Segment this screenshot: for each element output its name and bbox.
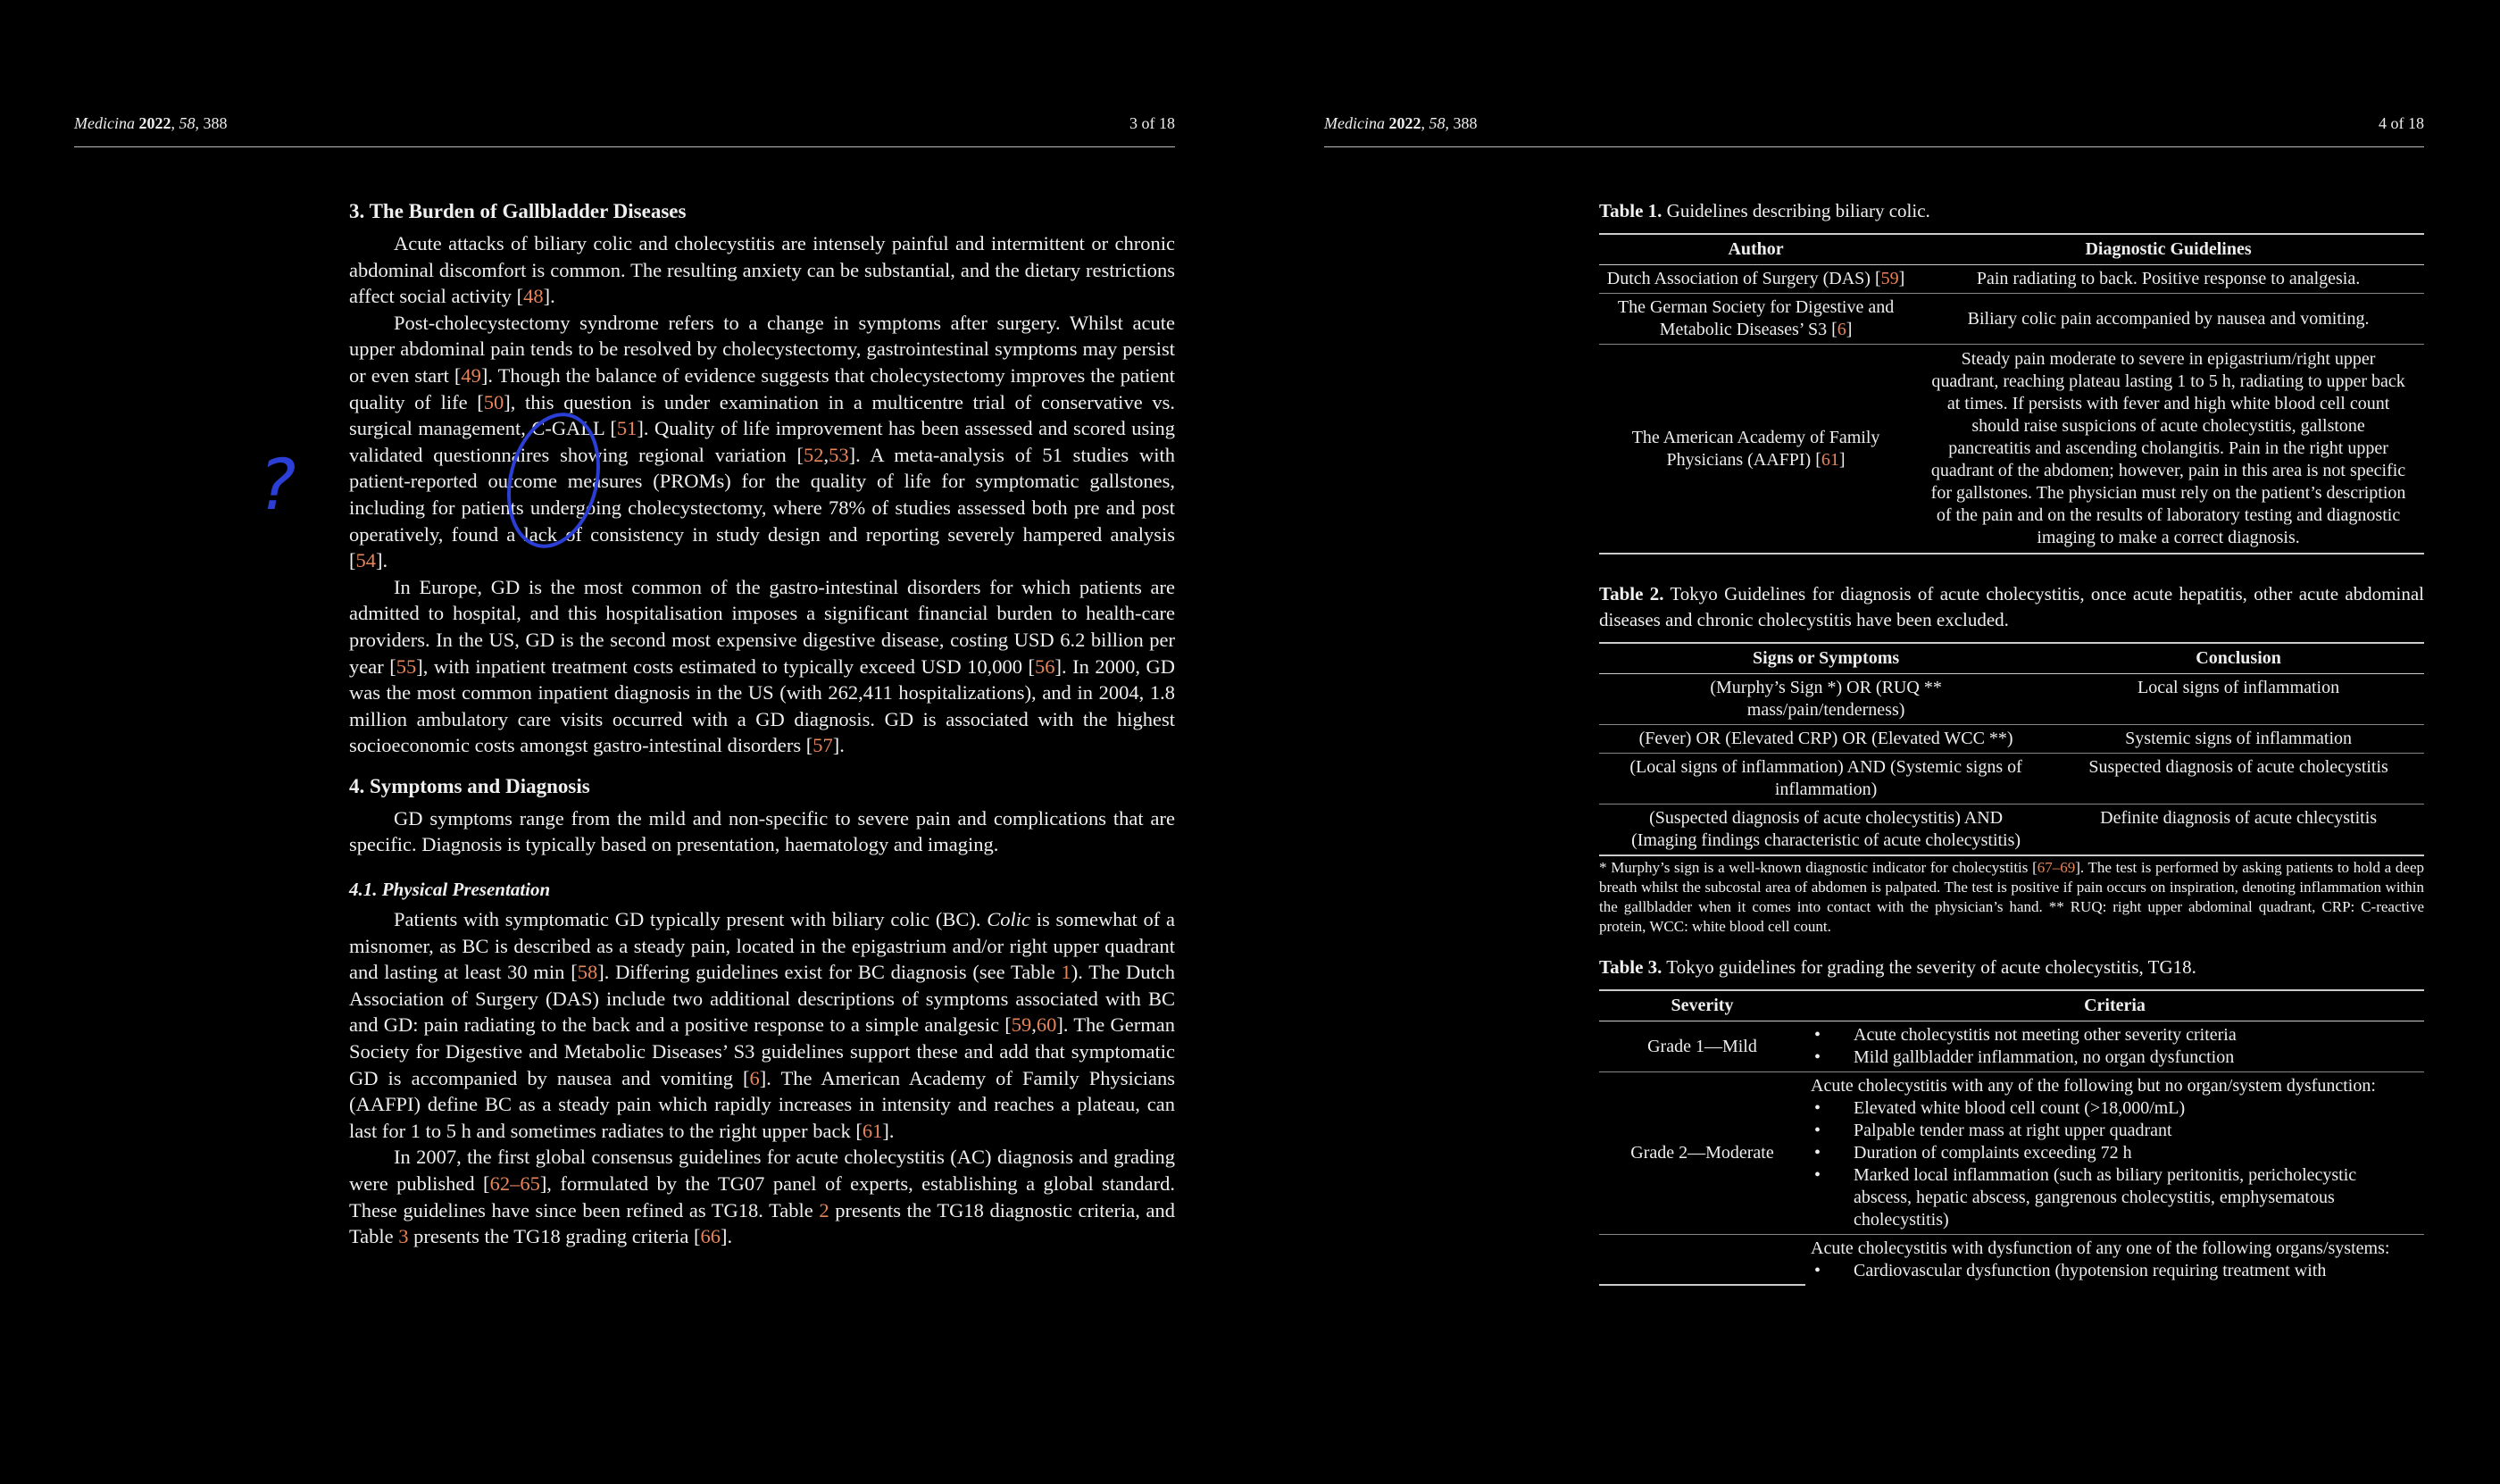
citation-link[interactable]: 6: [1837, 320, 1846, 339]
criteria-list: [1811, 1024, 2419, 1069]
criteria-intro: Acute cholecystitis with any of the following but no organ/system dysfunction:: [1811, 1076, 2376, 1096]
table1-author-cell: Dutch Association of Surgery (DAS) [59]: [1599, 265, 1912, 294]
table1-guideline-cell: Biliary colic pain accompanied by nausea and vomiting.: [1912, 294, 2424, 345]
table2-caption: [1599, 581, 2424, 633]
table-row: [1599, 1072, 2424, 1235]
citation-link[interactable]: 55: [396, 654, 417, 678]
table3-severity-cell: Grade 2—Moderate: [1599, 1072, 1805, 1235]
criteria-item: • Cardiovascular dysfunction (hypotension requiring treatment with: [1854, 1260, 2419, 1282]
table2-conclusion-cell: Systemic signs of inflammation: [2053, 725, 2424, 754]
body-text: [349, 198, 1175, 1250]
article-number: 388: [203, 114, 228, 132]
table3: [1599, 989, 2424, 1286]
table2-footnote: * Murphy’s sign is a well-known diagnostic indicator for cholecystitis [67–69]. The test is performed by asking patients to hold a deep breath whilst the subcostal area of abdomen is palpated. The test is positive if pain occurs on inspiration, denoting inflammation within the gallbladder when it comes into contact with the physician’s hand. ** RUQ: right upper abdominal quadrant, CRP: C-reactive protein, WCC: white blood cell count.: [1599, 859, 2424, 935]
italic-text: Colic: [987, 908, 1031, 931]
table2-conclusion-cell: Local signs of inflammation: [2053, 674, 2424, 725]
subsection-title: 4.1. Physical Presentation: [349, 879, 551, 901]
citation-link[interactable]: 48: [523, 285, 544, 308]
journal-name: Medicina: [1324, 114, 1385, 132]
paragraph: In 2007, the first global consensus guidelines for acute cholecystitis (AC) diagnosis and grading were published [62–65], formulated by the TG07 panel of experts, establishing a global standard. These guidelines have since been refined as TG18. Table 2 presents the TG18 diagnostic criteria, and Table 3 presents the TG18 grading criteria [66].: [349, 1146, 1175, 1248]
criteria-intro: Acute cholecystitis with dysfunction of any one of the following organs/systems:: [1811, 1238, 2390, 1258]
table2-signs-cell: (Fever) OR (Elevated CRP) OR (Elevated WCC **): [1599, 725, 2053, 754]
paragraph: Acute attacks of biliary colic and cholecystitis are intensely painful and intermittent or chronic abdominal discomfort is common. The resulting anxiety can be substantial, and the dietary restrictions affect social activity [48].: [349, 232, 1175, 308]
criteria-item: • Acute cholecystitis not meeting other severity criteria: [1854, 1024, 2419, 1046]
table2-caption-text: Tokyo Guidelines for diagnosis of acute cholecystitis, once acute hepatitis, other acute abdominal diseases and chronic cholecystitis have been excluded.: [1599, 583, 2424, 630]
citation-link[interactable]: 56: [1034, 654, 1055, 678]
table-row: [1599, 1021, 2424, 1072]
table2: [1599, 642, 2424, 856]
citation-link[interactable]: 49: [461, 363, 481, 387]
table1-guideline-cell: Pain radiating to back. Positive response to analgesia.: [1912, 265, 2424, 294]
citation-link[interactable]: 66: [700, 1225, 721, 1248]
criteria-item: • Elevated white blood cell count (>18,000/mL): [1854, 1097, 2419, 1120]
table3-header-severity: Severity: [1599, 990, 1805, 1021]
paragraph: Patients with symptomatic GD typically present with biliary colic (BC). Colic is somewhat of a misnomer, as BC is described as a steady pain, located in the epigastrium and/or right upper quadrant and lasting at least 30 min [58]. Differing guidelines exist for BC diagnosis (see Table 1). The Dutch Association of Surgery (DAS) include two additional descriptions of symptoms associated with BC and GD: pain radiating to the back and a positive response to a simple analgesic [59,60]. The German Society for Digestive and Metabolic Diseases’ S3 guidelines support these and add that symptomatic GD is accompanied by nausea and vomiting [6]. The American Academy of Family Physicians (AAFPI) define BC as a steady pain which rapidly increases in intensity and reaches a plateau, can last for 1 to 5 h and sometimes radiates to the right upper back [61].: [349, 908, 1176, 1142]
header-rule: [74, 146, 1175, 147]
header-rule: [1324, 146, 2424, 147]
page-number: 3 of 18: [1129, 114, 1175, 132]
table1-caption: [1599, 198, 2424, 224]
journal-year: 2022: [138, 114, 171, 132]
table1-label: Table 1.: [1599, 200, 1662, 221]
citation-link[interactable]: 59: [1880, 269, 1899, 288]
table2-signs-cell: (Local signs of inflammation) AND (Systemic signs of inflammation): [1599, 754, 2053, 805]
running-header: Medicina 2022, 58, 388: [1324, 114, 1478, 132]
table1-author-cell: The American Academy of Family Physicians (AAFPI) [61]: [1599, 345, 1912, 554]
criteria-list: [1811, 1260, 2419, 1282]
criteria-item: • Duration of complaints exceeding 72 h: [1854, 1142, 2419, 1164]
journal-volume: 58: [179, 114, 196, 132]
table2-signs-cell: (Suspected diagnosis of acute cholecystitis) AND (Imaging findings characteristic of acute cholecystitis): [1599, 805, 2053, 856]
table-row: [1599, 294, 2424, 345]
paragraph: Post-cholecystectomy syndrome refers to a change in symptoms after surgery. Whilst acute upper abdominal pain tends to be resolved by cholecystectomy, gastrointestinal symptoms may persist or even start [49]. Though the balance of evidence suggests that cholecystectomy improves the patient quality of life [50], this question is under examination in a multicentre trial of conservative vs. surgical management, C-GALL [51]. Quality of life improvement has been assessed and scored using validated questionnaires showing regional variation [52,53]. A meta-analysis of 51 studies with patient-reported outcome measures (PROMs) for the quality of life for symptomatic gallstones, including for patients undergoing cholecystectomy, where 78% of studies assessed both pre and post operatively, found a lack of consistency in study design and reporting severely hampered analysis [54].: [349, 311, 1175, 572]
table2-header-conclusion: Conclusion: [2053, 643, 2424, 674]
table1-header-author: Author: [1599, 234, 1912, 265]
section-title-burden: 3. The Burden of Gallbladder Diseases: [349, 200, 687, 222]
table3-caption: [1599, 955, 2424, 980]
page-number: 4 of 18: [2379, 114, 2424, 132]
section-title-symptoms: 4. Symptoms and Diagnosis: [349, 774, 590, 797]
table2-conclusion-cell: Suspected diagnosis of acute cholecystitis: [2053, 754, 2424, 805]
citation-link[interactable]: 51: [616, 417, 638, 440]
table-row: [1599, 805, 2424, 856]
table3-criteria-cell: [1805, 1235, 2424, 1286]
table2-header-signs: Signs or Symptoms: [1599, 643, 2053, 674]
paragraph: In Europe, GD is the most common of the gastro-intestinal disorders for which patients are admitted to hospital, and this hospitalisation imposes a significant financial burden to health-care providers. In the US, GD is the second most expensive digestive disease, costing USD 6.2 billion per year [55], with inpatient treatment costs estimated to typically exceed USD 10,000 [56]. In 2000, GD was the most common inpatient diagnosis in the US (with 262,411 hospitalizations), and in 2004, 1.8 million ambulatory care visits occurred with a GD diagnosis. GD is associated with the highest socioeconomic costs amongst gastro-intestinal disorders [57].: [349, 575, 1175, 757]
citation-link[interactable]: 6: [749, 1066, 760, 1089]
article-number: 388: [1453, 114, 1478, 132]
citation-link[interactable]: 59: [1011, 1013, 1032, 1037]
journal-name: Medicina: [74, 114, 135, 132]
table2-signs-cell: (Murphy’s Sign *) OR (RUQ ** mass/pain/tenderness): [1599, 674, 2053, 725]
citation-link[interactable]: 54: [355, 549, 376, 572]
running-header: Medicina 2022, 58, 388: [74, 114, 228, 132]
criteria-item: • Palpable tender mass at right upper quadrant: [1854, 1120, 2419, 1142]
table-row: [1599, 725, 2424, 754]
table2-label: Table 2.: [1599, 583, 1664, 604]
table1: [1599, 233, 2424, 554]
table-row: [1599, 345, 2424, 554]
citation-link[interactable]: 1: [1061, 961, 1071, 984]
citation-link[interactable]: 61: [1821, 449, 1839, 470]
table2-conclusion-cell: Definite diagnosis of acute chlecystitis: [2053, 805, 2424, 856]
annotation-question-mark: ?: [259, 446, 296, 526]
criteria-item: • Mild gallbladder inflammation, no organ dysfunction: [1854, 1046, 2419, 1069]
table1-author-cell: The German Society for Digestive and Metabolic Diseases’ S3 [6]: [1599, 294, 1912, 345]
table3-header-criteria: Criteria: [1805, 990, 2424, 1021]
criteria-list: [1811, 1097, 2419, 1231]
citation-link[interactable]: 61: [862, 1119, 883, 1142]
table-row: [1599, 754, 2424, 805]
citation-link[interactable]: 57: [812, 734, 833, 757]
right-page: [1250, 0, 2500, 1484]
criteria-item: • Marked local inflammation (such as biliary peritonitis, pericholecystic abscess, hepatic abscess, gangrenous cholecystitis, emphysematous cholecystitis): [1854, 1164, 2419, 1231]
table-row: [1599, 1235, 2424, 1286]
table3-label: Table 3.: [1599, 956, 1662, 978]
table3-criteria-cell: [1805, 1072, 2424, 1235]
table1-guideline-cell: Steady pain moderate to severe in epigastrium/right upper quadrant, reaching plateau lasting 1 to 5 h, radiating to upper back at times. If persists with fever and high white blood cell count should raise suspicions of acute cholecystitis, gallstone pancreatitis and ascending cholangitis. Pain in the right upper quadrant of the abdomen; however, pain in this area is not specific for gallstones. The physician must rely on the patient’s description of the pain and on the results of laboratory testing and diagnostic imaging to make a correct diagnosis.: [1912, 345, 2424, 554]
citation-link[interactable]: 60: [1036, 1013, 1057, 1037]
citation-link[interactable]: 2: [819, 1198, 829, 1221]
citation-link[interactable]: 58: [577, 961, 598, 984]
table1-header-guidelines: Diagnostic Guidelines: [1912, 234, 2424, 265]
table3-criteria-cell: [1805, 1021, 2424, 1072]
citation-link[interactable]: 3: [398, 1225, 409, 1248]
citation-link[interactable]: 52: [804, 443, 824, 466]
table1-caption-text: Guidelines describing biliary colic.: [1662, 200, 1930, 221]
journal-volume: 58: [1429, 114, 1446, 132]
citation-link[interactable]: 50: [483, 390, 504, 413]
table3-caption-text: Tokyo guidelines for grading the severity of acute cholecystitis, TG18.: [1662, 956, 2196, 978]
citation-link[interactable]: 62–65: [489, 1172, 540, 1195]
table3-severity-cell: [1599, 1235, 1805, 1286]
paragraph: GD symptoms range from the mild and non-specific to severe pain and complications that are specific. Diagnosis is typically based on presentation, haematology and imaging.: [349, 806, 1175, 856]
table-row: [1599, 674, 2424, 725]
tables-column: [1599, 198, 2424, 1286]
left-page: [0, 0, 1232, 1484]
table3-severity-cell: Grade 1—Mild: [1599, 1021, 1805, 1072]
citation-link[interactable]: 67–69: [2037, 859, 2076, 876]
table-row: [1599, 265, 2424, 294]
citation-link[interactable]: 53: [829, 443, 849, 466]
journal-year: 2022: [1388, 114, 1421, 132]
